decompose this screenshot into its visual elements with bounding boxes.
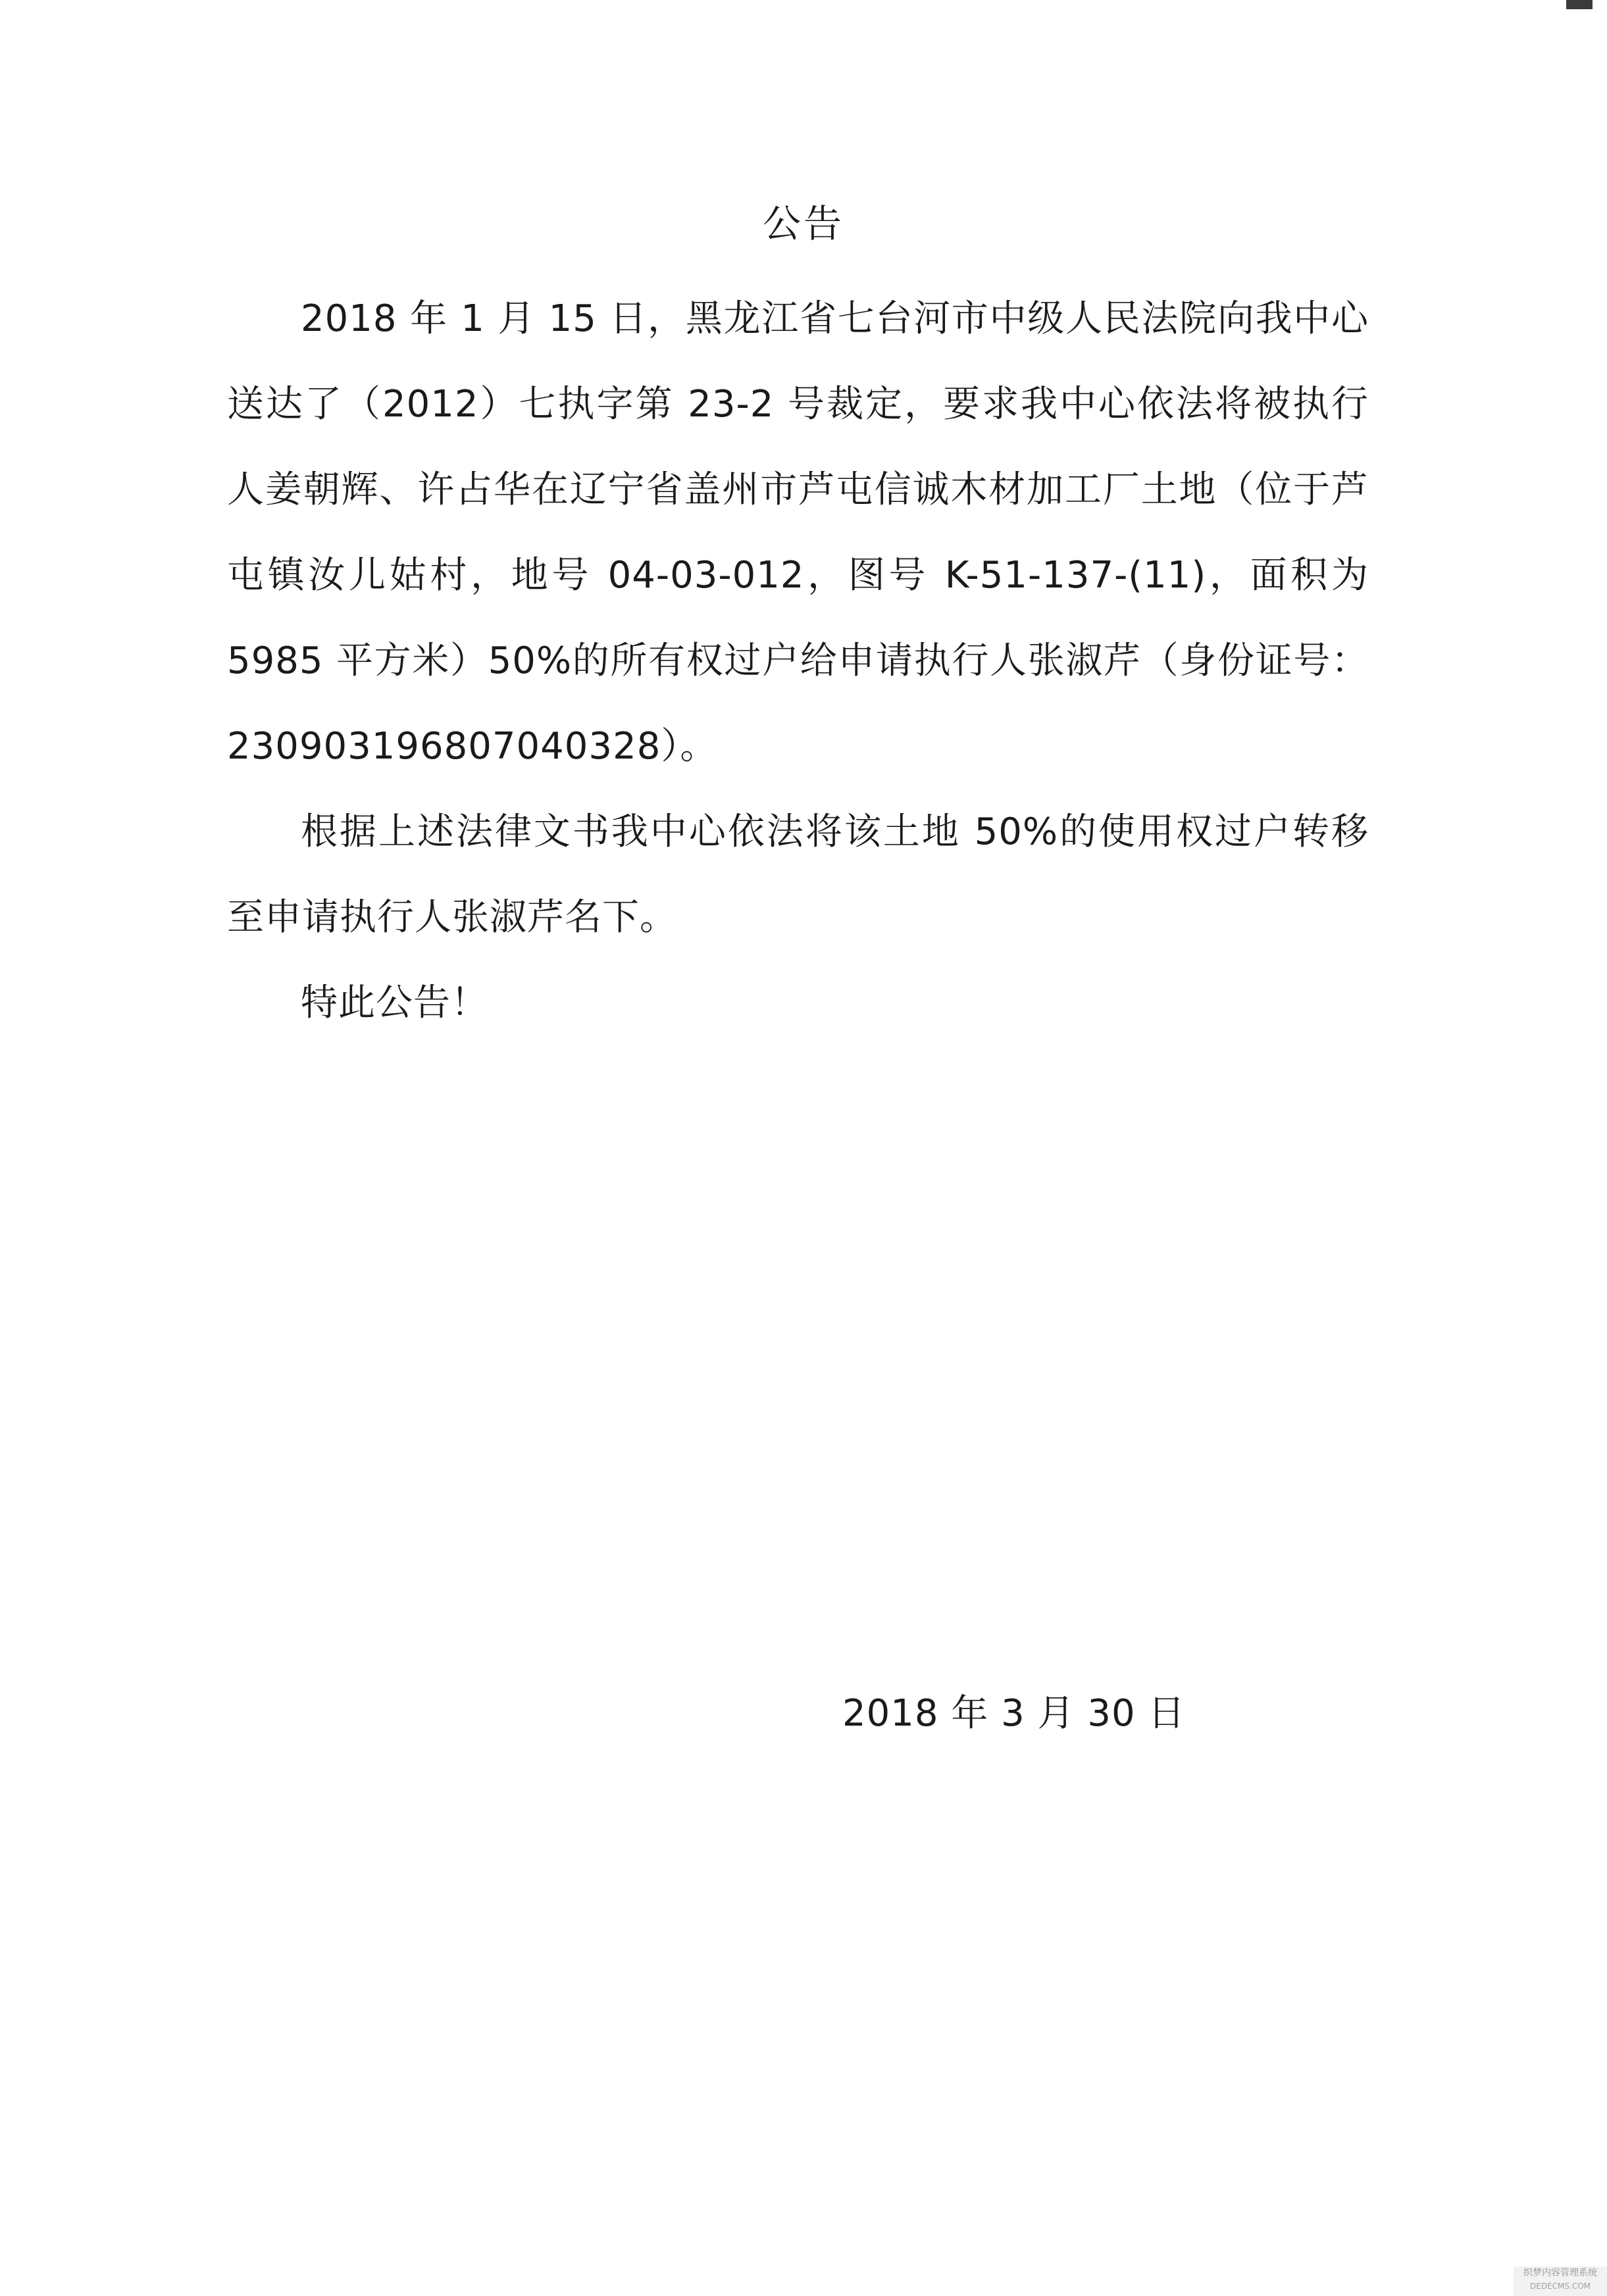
watermark-logo (1514, 2266, 1607, 2296)
paragraph-transfer: 根据上述法律文书我中心依法将该土地 50%的使用权过户转移至申请执行人张淑芹名下。 (227, 811, 1369, 939)
paragraph-3-block (227, 961, 1369, 1046)
paragraph-2-block (227, 789, 1369, 961)
paragraph-ruling: 2018 年 1 月 15 日，黑龙江省七台河市中级人民法院向我中心送达了（2012）七执字第 23-2 号裁定，要求我中心依法将被执行人姜朝辉、许占华在辽宁省盖州市芦屯信诚木材加工厂土地（位于芦屯镇汝儿姑村，地号 04-03-012，图号 K-51-137-(11)，面积为 5985 平方米）50%的所有权过户给申请执行人张淑芹（身份证号：230903196807040328）。 (227, 297, 1369, 768)
watermark-text: 织梦内容管理系统 (1523, 2268, 1597, 2278)
paragraph-1-block (227, 276, 1369, 789)
document-date: 2018 年 3 月 30 日 (842, 1692, 1186, 1735)
scan-edge-mark (1566, 0, 1593, 9)
watermark-domain: DEDECMS.COM (1530, 2282, 1591, 2291)
paragraph-closing: 特此公告！ (301, 982, 488, 1024)
page-title: 公告 (762, 201, 844, 246)
